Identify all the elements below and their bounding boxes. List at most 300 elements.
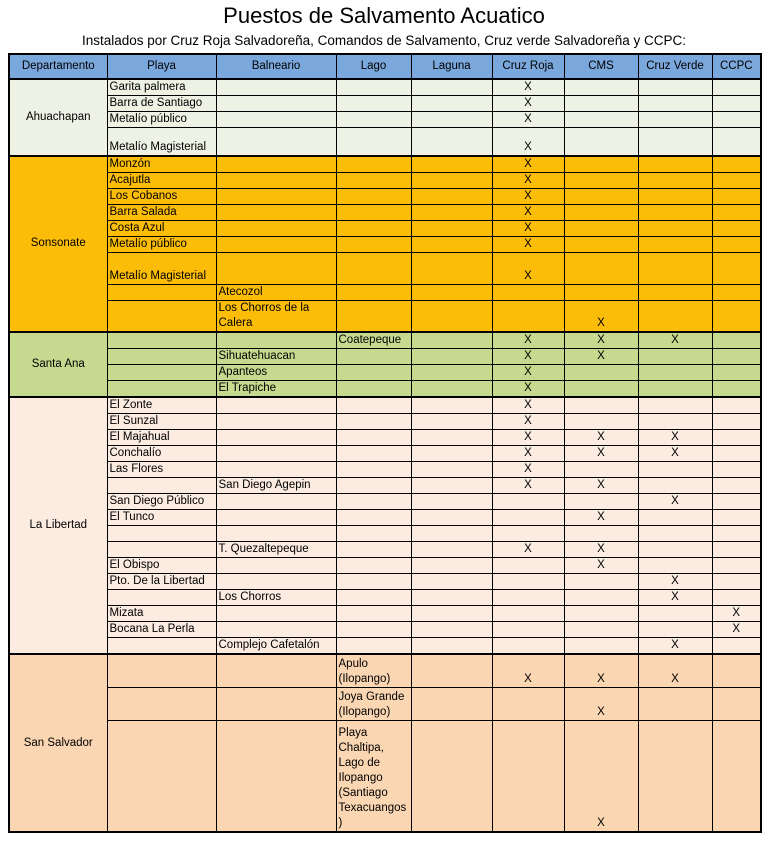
lago-cell (336, 79, 411, 96)
ccpc-cell (712, 654, 761, 687)
ccpc-cell (712, 397, 761, 414)
balneario-cell (216, 332, 336, 349)
cruz-verde-cell (638, 558, 712, 574)
table-row (9, 526, 761, 542)
balneario-cell: Los Chorros (216, 590, 336, 606)
balneario-cell (216, 414, 336, 430)
table-row (9, 414, 761, 430)
cruz-verde-cell (638, 284, 712, 300)
table-row (9, 558, 761, 574)
cms-cell (564, 284, 638, 300)
cruz-verde-cell (638, 381, 712, 398)
balneario-cell (216, 622, 336, 638)
table-row (9, 462, 761, 478)
cms-cell (564, 112, 638, 128)
cruz-verde-cell (638, 128, 712, 156)
cruz-verde-cell (638, 349, 712, 365)
cms-cell (564, 622, 638, 638)
playa-cell: Barra Salada (107, 204, 216, 220)
playa-cell: El Tunco (107, 510, 216, 526)
playa-cell (107, 349, 216, 365)
header-cms: CMS (564, 54, 638, 79)
table-row (9, 478, 761, 494)
balneario-cell (216, 430, 336, 446)
laguna-cell (411, 558, 492, 574)
departamento-cell: San Salvador (9, 654, 107, 832)
table-row (9, 381, 761, 398)
ccpc-cell (712, 494, 761, 510)
laguna-cell (411, 462, 492, 478)
lago-cell (336, 430, 411, 446)
laguna-cell (411, 478, 492, 494)
lago-cell (336, 558, 411, 574)
lago-cell (336, 590, 411, 606)
departamento-cell: Sonsonate (9, 156, 107, 333)
cms-cell: X (564, 687, 638, 720)
table-row (9, 204, 761, 220)
table-row (9, 365, 761, 381)
balneario-cell (216, 446, 336, 462)
laguna-cell (411, 188, 492, 204)
balneario-cell (216, 687, 336, 720)
lago-cell (336, 414, 411, 430)
lago-cell (336, 381, 411, 398)
laguna-cell (411, 112, 492, 128)
cms-cell (564, 204, 638, 220)
cruz-verde-cell: X (638, 430, 712, 446)
ccpc-cell (712, 638, 761, 655)
lago-cell (336, 574, 411, 590)
balneario-cell (216, 112, 336, 128)
ccpc-cell (712, 236, 761, 252)
cruz-verde-cell (638, 188, 712, 204)
cruz-roja-cell: X (492, 381, 564, 398)
ccpc-cell (712, 188, 761, 204)
laguna-cell (411, 446, 492, 462)
cms-cell (564, 156, 638, 173)
laguna-cell (411, 220, 492, 236)
header-lago: Lago (336, 54, 411, 79)
laguna-cell (411, 128, 492, 156)
cms-cell: X (564, 510, 638, 526)
cms-cell (564, 79, 638, 96)
laguna-cell (411, 638, 492, 655)
balneario-cell (216, 654, 336, 687)
page-subtitle: Instalados por Cruz Roja Salvadoreña, Comandos de Salvamento, Cruz verde Salvadoreña y CCPC: (81, 33, 687, 48)
cms-cell (564, 128, 638, 156)
ccpc-cell (712, 349, 761, 365)
cms-cell: X (564, 430, 638, 446)
cruz-verde-cell (638, 414, 712, 430)
cms-cell: X (564, 654, 638, 687)
departamento-cell: Santa Ana (9, 332, 107, 397)
cms-cell: X (564, 558, 638, 574)
table-row (9, 300, 761, 332)
laguna-cell (411, 381, 492, 398)
table-row (9, 284, 761, 300)
cruz-verde-cell: X (638, 654, 712, 687)
cruz-roja-cell: X (492, 128, 564, 156)
playa-cell (107, 654, 216, 687)
balneario-cell (216, 574, 336, 590)
laguna-cell (411, 236, 492, 252)
laguna-cell (411, 397, 492, 414)
cruz-verde-cell (638, 112, 712, 128)
ccpc-cell (712, 220, 761, 236)
table-row (9, 542, 761, 558)
cruz-verde-cell (638, 172, 712, 188)
cruz-roja-cell: X (492, 365, 564, 381)
lago-cell (336, 638, 411, 655)
cruz-verde-cell: X (638, 574, 712, 590)
lago-cell (336, 397, 411, 414)
lago-cell (336, 96, 411, 112)
laguna-cell (411, 526, 492, 542)
cruz-roja-cell (492, 590, 564, 606)
page-title: Puestos de Salvamento Acuatico (223, 3, 545, 28)
header-departamento: Departamento (9, 54, 107, 79)
playa-cell (107, 300, 216, 332)
balneario-cell (216, 494, 336, 510)
playa-cell: Metalío público (107, 112, 216, 128)
ccpc-cell: X (712, 622, 761, 638)
table-row (9, 397, 761, 414)
cruz-roja-cell: X (492, 252, 564, 284)
ccpc-cell (712, 204, 761, 220)
playa-cell (107, 332, 216, 349)
cruz-roja-cell: X (492, 220, 564, 236)
playa-cell (107, 720, 216, 832)
lago-cell (336, 252, 411, 284)
laguna-cell (411, 590, 492, 606)
laguna-cell (411, 79, 492, 96)
ccpc-cell (712, 79, 761, 96)
balneario-cell (216, 606, 336, 622)
playa-cell: Metalío Magisterial (107, 252, 216, 284)
header-cruz-verde: Cruz Verde (638, 54, 712, 79)
header-laguna: Laguna (411, 54, 492, 79)
laguna-cell (411, 494, 492, 510)
ccpc-cell (712, 526, 761, 542)
ccpc-cell (712, 172, 761, 188)
laguna-cell (411, 96, 492, 112)
cruz-verde-cell (638, 462, 712, 478)
ccpc-cell (712, 462, 761, 478)
playa-cell: Las Flores (107, 462, 216, 478)
cms-cell (564, 365, 638, 381)
ccpc-cell: X (712, 606, 761, 622)
cms-cell (564, 236, 638, 252)
cruz-roja-cell: X (492, 79, 564, 96)
table-row (9, 332, 761, 349)
playa-cell (107, 687, 216, 720)
cms-cell: X (564, 332, 638, 349)
cruz-roja-cell (492, 687, 564, 720)
cruz-roja-cell: X (492, 654, 564, 687)
cruz-roja-cell: X (492, 430, 564, 446)
table-row (9, 687, 761, 720)
cruz-roja-cell: X (492, 156, 564, 173)
ccpc-cell (712, 687, 761, 720)
cruz-roja-cell: X (492, 478, 564, 494)
laguna-cell (411, 332, 492, 349)
balneario-cell (216, 172, 336, 188)
cruz-verde-cell: X (638, 446, 712, 462)
lago-cell: Playa Chaltipa, Lago de Ilopango (Santiago Texacuangos ) (336, 720, 411, 832)
laguna-cell (411, 300, 492, 332)
playa-cell: Metalío Magisterial (107, 128, 216, 156)
rescue-posts-table (8, 53, 762, 833)
ccpc-cell (712, 300, 761, 332)
ccpc-cell (712, 332, 761, 349)
lago-cell (336, 542, 411, 558)
cruz-roja-cell (492, 720, 564, 832)
playa-cell: Garita palmera (107, 79, 216, 96)
cms-cell (564, 462, 638, 478)
cms-cell (564, 590, 638, 606)
cruz-roja-cell: X (492, 397, 564, 414)
lago-cell: Apulo (Ilopango) (336, 654, 411, 687)
cruz-verde-cell (638, 606, 712, 622)
lago-cell: Joya Grande (Ilopango) (336, 687, 411, 720)
cruz-verde-cell (638, 720, 712, 832)
lago-cell (336, 188, 411, 204)
header-ccpc: CCPC (712, 54, 761, 79)
lago-cell (336, 462, 411, 478)
cruz-roja-cell: X (492, 542, 564, 558)
balneario-cell (216, 188, 336, 204)
table-row (9, 622, 761, 638)
laguna-cell (411, 542, 492, 558)
cruz-roja-cell (492, 300, 564, 332)
laguna-cell (411, 365, 492, 381)
balneario-cell: Sihuatehuacan (216, 349, 336, 365)
balneario-cell (216, 156, 336, 173)
cruz-roja-cell: X (492, 236, 564, 252)
laguna-cell (411, 156, 492, 173)
cruz-roja-cell (492, 494, 564, 510)
balneario-cell (216, 236, 336, 252)
ccpc-cell (712, 156, 761, 173)
playa-cell: El Zonte (107, 397, 216, 414)
balneario-cell: Apanteos (216, 365, 336, 381)
balneario-cell (216, 128, 336, 156)
playa-cell: Costa Azul (107, 220, 216, 236)
playa-cell (107, 478, 216, 494)
cruz-verde-cell (638, 687, 712, 720)
playa-cell (107, 365, 216, 381)
lago-cell (336, 494, 411, 510)
cruz-roja-cell: X (492, 349, 564, 365)
cruz-roja-cell (492, 606, 564, 622)
cruz-roja-cell: X (492, 332, 564, 349)
laguna-cell (411, 510, 492, 526)
table-row (9, 252, 761, 284)
playa-cell: El Obispo (107, 558, 216, 574)
cruz-roja-cell (492, 622, 564, 638)
laguna-cell (411, 622, 492, 638)
table-row (9, 574, 761, 590)
cms-cell (564, 397, 638, 414)
playa-cell (107, 284, 216, 300)
laguna-cell (411, 654, 492, 687)
cms-cell: X (564, 478, 638, 494)
lago-cell (336, 510, 411, 526)
cruz-verde-cell (638, 156, 712, 173)
cruz-verde-cell (638, 252, 712, 284)
cruz-roja-cell (492, 558, 564, 574)
balneario-cell: T. Quezaltepeque (216, 542, 336, 558)
table-row (9, 446, 761, 462)
balneario-cell: San Diego Agepin (216, 478, 336, 494)
laguna-cell (411, 687, 492, 720)
laguna-cell (411, 414, 492, 430)
cruz-verde-cell: X (638, 494, 712, 510)
ccpc-cell (712, 542, 761, 558)
ccpc-cell (712, 446, 761, 462)
lago-cell (336, 220, 411, 236)
ccpc-cell (712, 381, 761, 398)
lago-cell (336, 365, 411, 381)
playa-cell (107, 590, 216, 606)
cruz-verde-cell (638, 79, 712, 96)
playa-cell (107, 638, 216, 655)
balneario-cell: Complejo Cafetalón (216, 638, 336, 655)
laguna-cell (411, 574, 492, 590)
cruz-roja-cell: X (492, 204, 564, 220)
lago-cell (336, 112, 411, 128)
lago-cell (336, 478, 411, 494)
playa-cell: Metalío público (107, 236, 216, 252)
header-balneario: Balneario (216, 54, 336, 79)
cruz-roja-cell: X (492, 96, 564, 112)
departamento-cell: Ahuachapan (9, 79, 107, 156)
table-row (9, 79, 761, 96)
cruz-roja-cell: X (492, 172, 564, 188)
cruz-verde-cell (638, 397, 712, 414)
laguna-cell (411, 720, 492, 832)
playa-cell: El Majahual (107, 430, 216, 446)
cruz-verde-cell (638, 220, 712, 236)
lago-cell (336, 300, 411, 332)
ccpc-cell (712, 574, 761, 590)
ccpc-cell (712, 510, 761, 526)
cruz-verde-cell (638, 300, 712, 332)
table-row (9, 606, 761, 622)
cruz-verde-cell (638, 526, 712, 542)
lago-cell (336, 128, 411, 156)
table-row (9, 236, 761, 252)
cms-cell (564, 172, 638, 188)
ccpc-cell (712, 414, 761, 430)
cruz-verde-cell (638, 510, 712, 526)
playa-cell: Bocana La Perla (107, 622, 216, 638)
balneario-cell (216, 204, 336, 220)
table-row (9, 220, 761, 236)
departamento-cell: La Libertad (9, 397, 107, 654)
cruz-verde-cell (638, 236, 712, 252)
balneario-cell (216, 510, 336, 526)
table-body (9, 79, 761, 832)
playa-cell (107, 381, 216, 398)
playa-cell: El Sunzal (107, 414, 216, 430)
lago-cell (336, 204, 411, 220)
playa-cell: Los Cobanos (107, 188, 216, 204)
cruz-roja-cell: X (492, 414, 564, 430)
lago-cell (336, 446, 411, 462)
cruz-roja-cell (492, 638, 564, 655)
table-row (9, 654, 761, 687)
laguna-cell (411, 204, 492, 220)
cruz-verde-cell (638, 365, 712, 381)
cruz-roja-cell (492, 284, 564, 300)
cruz-roja-cell: X (492, 188, 564, 204)
cruz-roja-cell (492, 574, 564, 590)
cms-cell: X (564, 300, 638, 332)
table-row (9, 112, 761, 128)
cruz-verde-cell: X (638, 590, 712, 606)
cruz-roja-cell: X (492, 112, 564, 128)
balneario-cell (216, 462, 336, 478)
playa-cell: San Diego Público (107, 494, 216, 510)
playa-cell: Pto. De la Libertad (107, 574, 216, 590)
balneario-cell (216, 96, 336, 112)
table-row (9, 172, 761, 188)
ccpc-cell (712, 365, 761, 381)
balneario-cell (216, 220, 336, 236)
cruz-verde-cell (638, 478, 712, 494)
balneario-cell (216, 720, 336, 832)
lago-cell (336, 526, 411, 542)
cms-cell (564, 381, 638, 398)
playa-cell: Mizata (107, 606, 216, 622)
cruz-verde-cell (638, 204, 712, 220)
lago-cell: Coatepeque (336, 332, 411, 349)
ccpc-cell (712, 720, 761, 832)
ccpc-cell (712, 284, 761, 300)
ccpc-cell (712, 478, 761, 494)
cms-cell (564, 574, 638, 590)
cruz-roja-cell (492, 510, 564, 526)
cruz-verde-cell (638, 96, 712, 112)
laguna-cell (411, 349, 492, 365)
table-row (9, 128, 761, 156)
table-row (9, 188, 761, 204)
lago-cell (336, 172, 411, 188)
cms-cell (564, 494, 638, 510)
table-row (9, 590, 761, 606)
lago-cell (336, 349, 411, 365)
cruz-verde-cell: X (638, 638, 712, 655)
lago-cell (336, 606, 411, 622)
ccpc-cell (712, 96, 761, 112)
table-row (9, 510, 761, 526)
playa-cell (107, 542, 216, 558)
balneario-cell (216, 397, 336, 414)
ccpc-cell (712, 128, 761, 156)
cms-cell (564, 220, 638, 236)
playa-cell: Monzón (107, 156, 216, 173)
laguna-cell (411, 430, 492, 446)
balneario-cell: Los Chorros de la Calera (216, 300, 336, 332)
table-row (9, 96, 761, 112)
table-row (9, 494, 761, 510)
table-row (9, 430, 761, 446)
laguna-cell (411, 252, 492, 284)
cms-cell (564, 96, 638, 112)
cms-cell (564, 414, 638, 430)
table-row (9, 638, 761, 655)
